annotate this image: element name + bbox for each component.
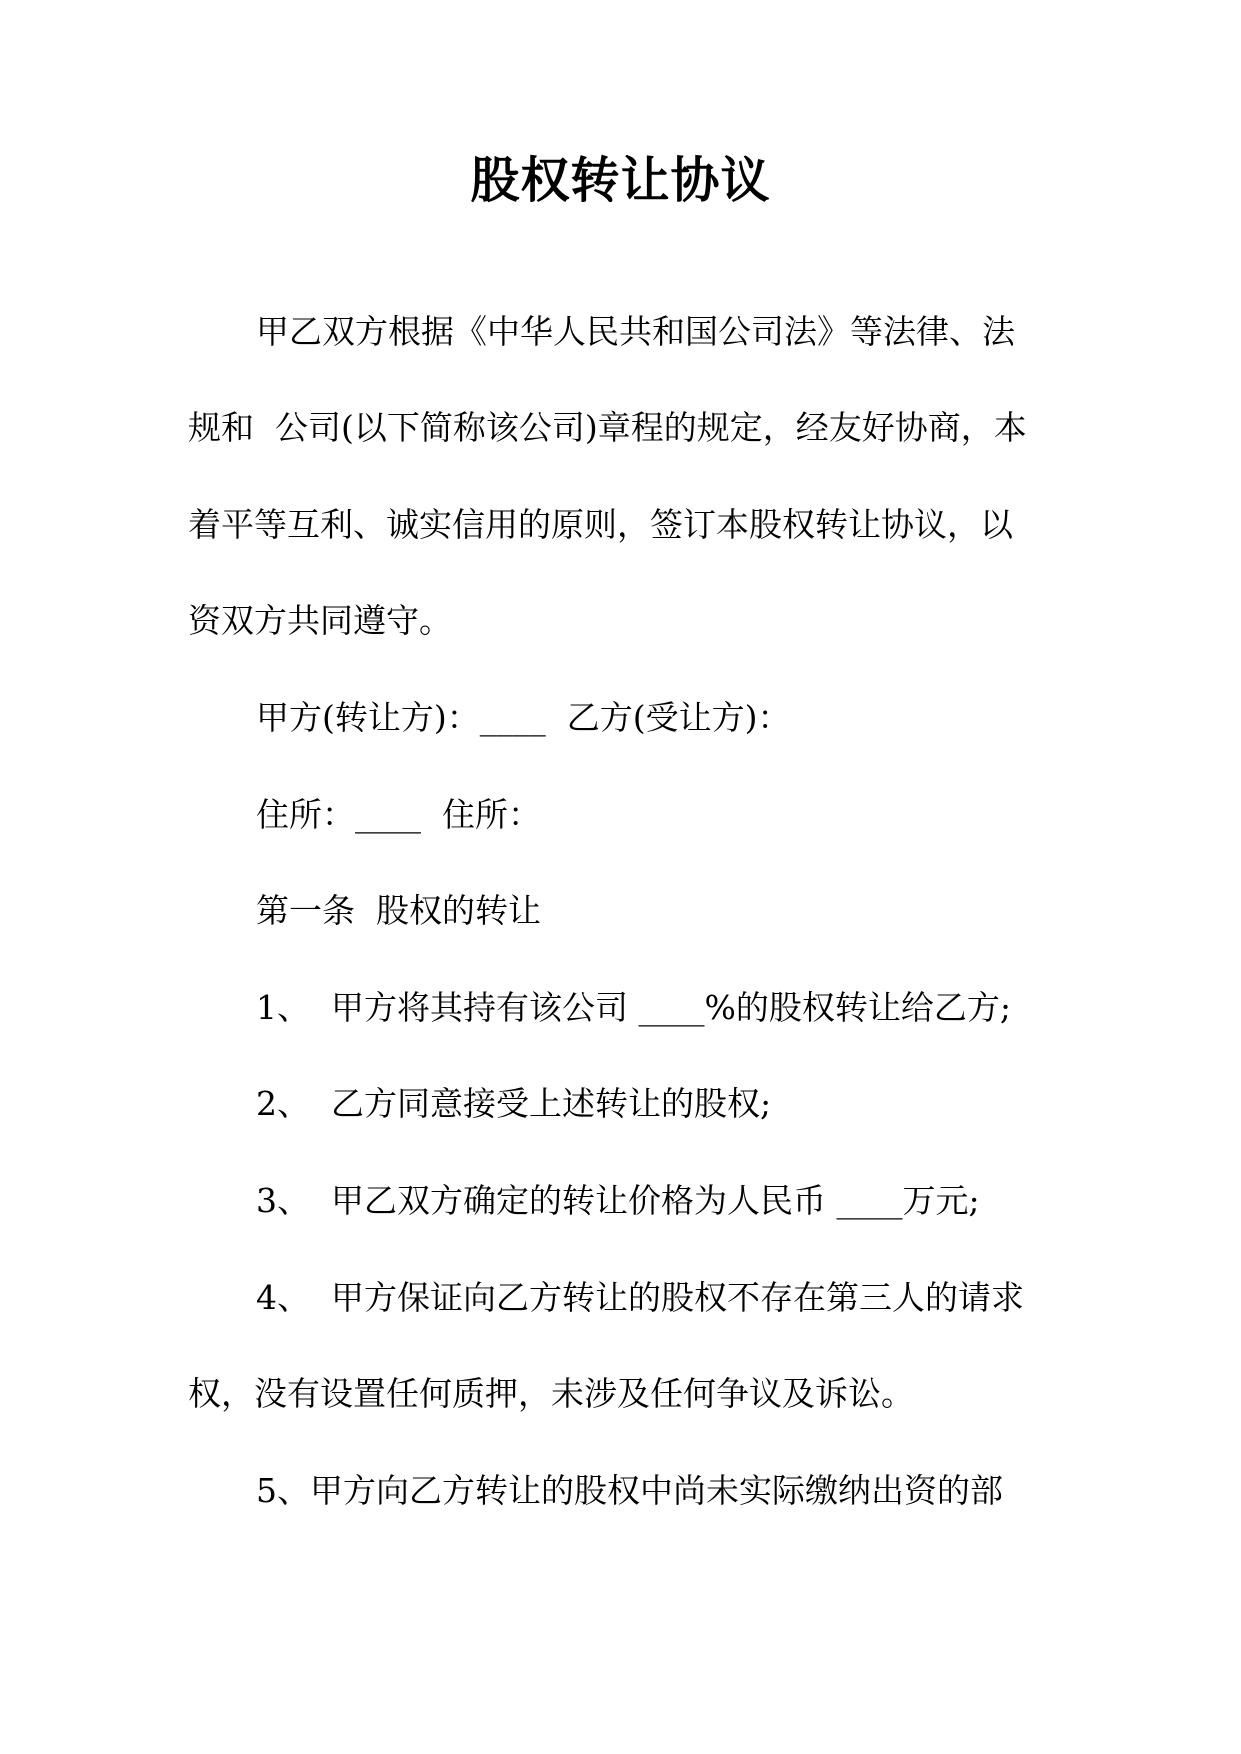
party-line: 甲方(转让方)：____ 乙方(受让方)：	[256, 698, 791, 737]
paragraph-line-preamble-1: 甲乙双方根据《中华人民共和国公司法》等法律、法	[256, 312, 1015, 351]
clause-4-line-1: 4、 甲方保证向乙方转让的股权不存在第三人的请求	[256, 1278, 1024, 1317]
paragraph-line-preamble-4: 资双方共同遵守。	[188, 601, 452, 640]
clause-2: 2、 乙方同意接受上述转让的股权;	[256, 1084, 772, 1123]
clause-3: 3、 甲乙双方确定的转让价格为人民币 ____万元;	[256, 1181, 980, 1220]
address-line: 住所：____ 住所：	[256, 795, 541, 834]
clause-4-line-2: 权，没有设置任何质押，未涉及任何争议及诉讼。	[188, 1374, 914, 1413]
article-heading: 第一条 股权的转让	[256, 891, 541, 930]
document-title: 股权转让协议	[470, 151, 771, 209]
clause-5-line-1: 5、甲方向乙方转让的股权中尚未实际缴纳出资的部	[256, 1471, 1003, 1510]
paragraph-line-preamble-2: 规和 公司(以下简称该公司)章程的规定，经友好协商，本	[188, 408, 1027, 447]
paragraph-line-preamble-3: 着平等互利、诚实信用的原则，签订本股权转让协议，以	[188, 505, 1013, 544]
clause-1: 1、 甲方将其持有该公司 ____%的股权转让给乙方;	[256, 988, 1011, 1027]
